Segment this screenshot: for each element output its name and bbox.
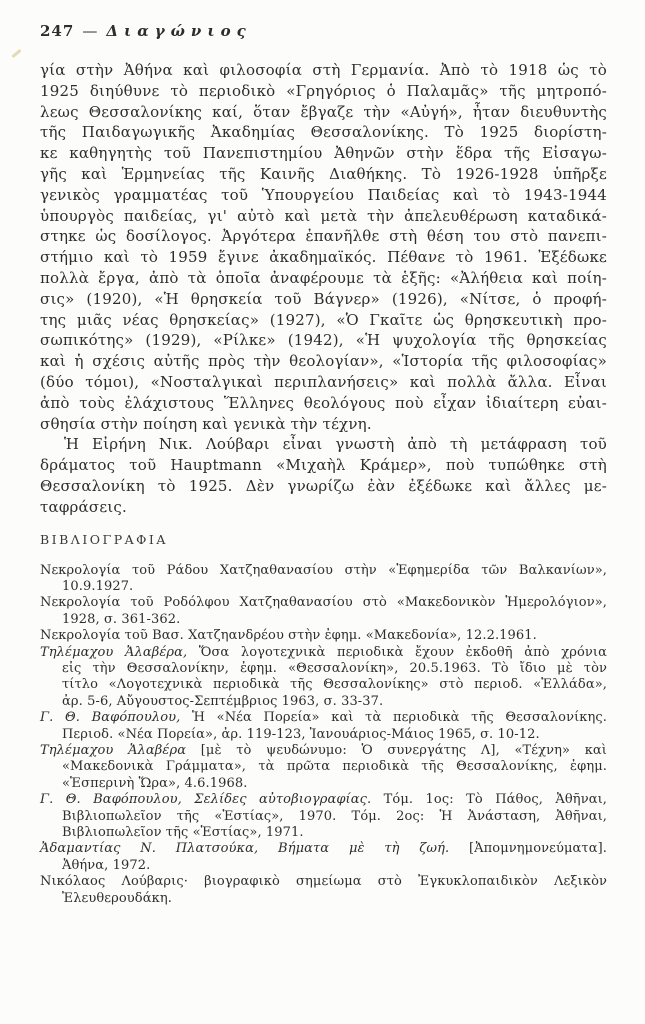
bibliography-entry-line — [40, 563, 607, 579]
body-text — [40, 60, 607, 518]
bibliography-entry — [40, 841, 607, 874]
text-line: 1925 διηύθυνε τὸ περιοδικὸ «Γρηγόριος ὁ Παλαμᾶς» τῆς μητροπό- — [40, 81, 607, 100]
entry-text: Νεκρολογία τοῦ Βασ. Χατζηανδρέου στὴν ἐφημ. «Μακεδονία», 12.2.1961. — [40, 628, 537, 644]
author-name: Ἀδαμαντίας Ν. Πλατσούκα, Βήματα μὲ τὴ ζωή. — [40, 841, 469, 857]
entry-text: Νεκρολογία τοῦ Ροδόλφου Χατζηαθανασίου στὸ «Μακεδονικὸν Ἡμερολόγιον», — [40, 595, 607, 611]
section-title: Διαγώνιος — [106, 22, 252, 40]
bibliography-entry — [40, 645, 607, 711]
bibliography-entry-line — [40, 628, 607, 644]
entry-text: Νικόλαος Λούβαρις· βιογραφικὸ σημείωμα στὸ Ἐγκυκλοπαιδικὸν Λεξικὸν — [40, 874, 607, 890]
page-number: 247 — [40, 22, 75, 40]
text-line: γία στὴν Ἀθήνα καὶ φιλοσοφία στὴ Γερμανία. Ἀπὸ τὸ 1918 ὡς τὸ — [40, 61, 607, 79]
bibliography-entry-line: ἀρ. 5-6, Αὔγουστος-Σεπτέμβριος 1963, σ. 33-37. — [62, 693, 384, 709]
entry-text: Νεκρολογία τοῦ Ράδου Χατζηαθανασίου στὴν «Ἐφημερίδα τῶν Βαλκανίων», — [40, 562, 607, 578]
bibliography-entry-line: εἰς τὴν Θεσσαλονίκην, ἐφημ. «Θεσσαλονίκη», 20.5.1963. Τὸ ἴδιο μὲ τὸν — [62, 660, 607, 676]
text-line: ταφράσεις. — [40, 497, 127, 516]
bibliography-entry-line — [40, 792, 607, 808]
text-line: σθησία στὴν ποίηση καὶ γενικὰ τὴν τέχνη. — [40, 414, 372, 433]
bibliography-entry-line — [40, 595, 607, 611]
author-name: Γ. Θ. Βαφόπουλου, Σελίδες αὐτοβιογραφίας. — [40, 792, 384, 808]
bibliography-entry-line: 1928, σ. 361-362. — [62, 611, 181, 627]
author-name: Τηλέμαχου Ἀλαβέρα — [40, 743, 201, 758]
bibliography-entry-line — [40, 841, 607, 857]
bibliography-entry-line: «Μακεδονικὰ Γράμματα», τὰ πρῶτα περιοδικὰ τῆς Θεσσαλονίκης, ἐφημ. — [62, 759, 607, 775]
text-line: ἀπὸ τοὺς ἐλάχιστους Ἕλληνες θεολόγους ποὺ εἶχαν ἰδιαίτερη εὐαι- — [40, 393, 607, 412]
text-line: σις» (1920), «Ἡ θρησκεία τοῦ Βάγνερ» (1926), «Νίτσε, ὁ προφή- — [40, 289, 607, 308]
scan-artifact — [11, 49, 21, 58]
bibliography-entry-line: Ἐλευθερουδάκη. — [62, 890, 172, 906]
text-line: σωπικότης» (1929), «Ρίλκε» (1942), «Ἡ ψυχολογία τῆς θρησκείας — [40, 331, 607, 350]
bibliography-entry — [40, 563, 607, 596]
paragraph — [40, 434, 607, 517]
bibliography-entry — [40, 628, 607, 644]
bibliography-entry-line: «Ἑσπερινὴ Ὥρα», 4.6.1968. — [62, 775, 248, 791]
bibliography-entry — [40, 874, 607, 907]
author-name: Τηλέμαχου Ἀλαβέρα, — [40, 644, 199, 660]
entry-text: [Ἀπομνημονεύματα]. — [469, 841, 607, 857]
paragraph — [40, 60, 607, 434]
bibliography-entry-line — [40, 743, 607, 759]
bibliography-entry-line: 10.9.1927. — [62, 578, 134, 594]
text-line: τῆς Παιδαγωγικῆς Ἀκαδημίας Θεσσαλονίκης. Τὸ 1925 διορίστη- — [40, 123, 607, 142]
text-line: στηκε ὡς δοσίλογος. Ἀργότερα ἐπανῆλθε στὴ θέση του στὸ πανεπι- — [40, 227, 607, 246]
bibliography-entry-line: Βιβλιοπωλεῖον τῆς «Ἑστίας», 1971. — [62, 825, 304, 841]
bibliography-entry-line: Περιοδ. «Νέα Πορεία», ἀρ. 119-123, Ἰανουάριος-Μάιος 1965, σ. 10-12. — [62, 726, 540, 742]
text-line: Θεσσαλονίκη τὸ 1925. Δὲν γνωρίζω ἐὰν ἐξέδωκε καὶ ἄλλες με- — [40, 476, 607, 495]
text-line: λεως Θεσσαλονίκης καί, ὅταν ἔβγαζε τὴν «Αὐγή», ἦταν διευθυντὴς — [40, 102, 607, 121]
text-line: κε καθηγητὴς τοῦ Πανεπιστημίου Ἀθηνῶν στὴν ἕδρα τῆς Εἰσαγω- — [40, 144, 607, 163]
entry-text: Ἡ «Νέα Πορεία» καὶ τὰ περιοδικὰ τῆς Θεσσαλονίκης. — [192, 710, 607, 726]
text-line: γενικὸς γραμματέας τοῦ Ὑπουργείου Παιδείας καὶ τὸ 1943-1944 — [40, 185, 607, 204]
text-line: στήμιο καὶ τὸ 1959 ἔγινε ἀκαδημαϊκός. Πέθανε τὸ 1961. Ἐξέδωκε — [40, 248, 607, 267]
bibliography-entry-line: τίτλο «Λογοτεχνικὰ περιοδικὰ τῆς Θεσσαλονίκης» στὸ περιοδ. «Ἑλλάδα», — [62, 677, 607, 693]
bibliography-entry-line: Ἀθήνα, 1972. — [62, 857, 151, 873]
bibliography-heading: ΒΙΒΛΙΟΓΡΑΦΙΑ — [40, 531, 168, 547]
entry-text: Τόμ. 1ος: Τὸ Πάθος, Ἀθῆναι, — [383, 792, 608, 808]
bibliography-entry-line — [40, 710, 607, 726]
header-dash: — — [82, 22, 99, 40]
text-line: δράματος τοῦ Hauptmann «Μιχαὴλ Κράμερ», ποὺ τυπώθηκε στὴ — [40, 456, 607, 475]
bibliography-entry — [40, 710, 607, 743]
entry-text: Ὅσα λογοτεχνικὰ περιοδικὰ ἔχουν ἐκδοθῆ ἀπὸ χρόνια — [198, 644, 607, 660]
running-head — [40, 22, 607, 44]
bibliography-entry — [40, 743, 607, 792]
text-line: (δύο τόμοι), «Νοσταλγικαὶ περιπλανήσεις» καὶ πολλὰ ἄλλα. Εἶναι — [40, 372, 607, 391]
text-line: πολλὰ ἔργα, ἀπὸ τὰ ὁποῖα ἀναφέρουμε τὰ ἑξῆς: «Ἀλήθεια καὶ ποίη- — [40, 268, 607, 287]
author-name: Γ. Θ. Βαφόπουλου, — [40, 710, 192, 726]
bibliography-entry-line — [40, 874, 607, 890]
text-line: γῆς καὶ Ἑρμηνείας τῆς Καινῆς Διαθήκης. Τὸ 1926-1928 ὑπῆρξε — [40, 164, 607, 183]
text-line: Ἡ Εἰρήνη Νικ. Λούβαρι εἶναι γνωστὴ ἀπὸ τὴ μετάφραση τοῦ — [64, 435, 607, 454]
bibliography-entry-line: Βιβλιοπωλεῖον τῆς «Ἑστίας», 1970. Τόμ. 2ος: Ἡ Ἀνάσταση, Ἀθῆναι, — [62, 808, 607, 824]
bibliography-entry — [40, 595, 607, 628]
bibliography-entry-line — [40, 645, 607, 661]
text-line: της μιᾶς νέας θρησκείας» (1927), «Ὁ Γκαῖτε ὡς θρησκευτικὴ προ- — [40, 310, 607, 329]
entry-text: [μὲ τὸ ψευδώνυμο: Ὁ συνεργάτης Λ], «Τέχνη» καὶ — [200, 743, 607, 758]
bibliography-entry — [40, 792, 607, 841]
text-line: ὑπουργὸς παιδείας, γι' αὐτὸ καὶ μετὰ τὴν ἀπελευθέρωση καταδικά- — [40, 206, 607, 225]
bibliography-list — [40, 563, 607, 908]
text-line: καὶ ἡ σχέσις αὐτῆς πρὸς τὴν θεολογίαν», «Ἱστορία τῆς φιλοσοφίας» — [40, 352, 607, 371]
